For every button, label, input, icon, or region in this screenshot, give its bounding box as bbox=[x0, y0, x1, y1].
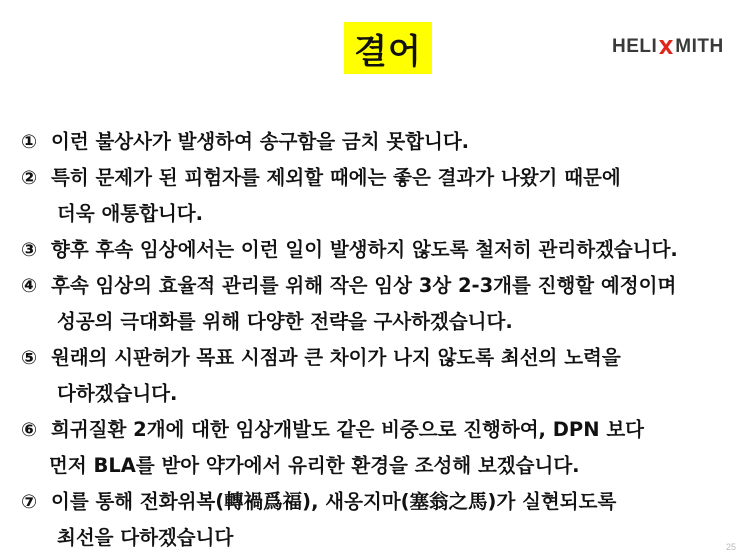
slide-title: 결어 bbox=[344, 22, 432, 74]
item-text: 이런 불상사가 발생하여 송구함을 금치 못합니다. bbox=[51, 130, 470, 153]
item-number: ② bbox=[21, 167, 38, 189]
page-number: 25 bbox=[725, 542, 736, 552]
list-item bbox=[0, 340, 750, 412]
list-item bbox=[0, 232, 750, 268]
list-item-continuation: 최선을 다하겠습니다 bbox=[57, 526, 234, 549]
item-number: ① bbox=[21, 131, 38, 153]
list-item bbox=[0, 412, 750, 484]
item-number: ③ bbox=[21, 239, 38, 261]
item-text: 희귀질환 2개에 대한 임상개발도 같은 비중으로 진행하여, DPN 보다 bbox=[51, 418, 645, 441]
item-text: 특히 문제가 된 피험자를 제외할 때에는 좋은 결과가 나왔기 때문에 bbox=[51, 166, 621, 189]
item-text: 향후 후속 임상에서는 이런 일이 발생하지 않도록 철저히 관리하겠습니다. bbox=[51, 238, 678, 261]
logo-text-left: HELI bbox=[612, 36, 658, 57]
logo-text-right: MITH bbox=[675, 36, 724, 57]
list-item-continuation: 먼저 BLA를 받아 약가에서 유리한 환경을 조성해 보겠습니다. bbox=[49, 454, 580, 477]
list-item bbox=[0, 268, 750, 340]
item-number: ④ bbox=[21, 275, 38, 297]
list-item bbox=[0, 160, 750, 232]
list-item-line bbox=[0, 412, 750, 448]
item-number: ⑦ bbox=[21, 491, 38, 513]
x-mark-icon bbox=[658, 39, 674, 55]
item-number: ⑥ bbox=[21, 419, 38, 441]
list-item-line bbox=[0, 340, 750, 376]
item-text: 후속 임상의 효율적 관리를 위해 작은 임상 3상 2-3개를 진행할 예정이며 bbox=[51, 274, 677, 297]
list-item bbox=[0, 124, 750, 160]
list-item-continuation: 성공의 극대화를 위해 다양한 전략을 구사하겠습니다. bbox=[57, 310, 513, 333]
list-item-line bbox=[0, 232, 750, 268]
conclusion-list bbox=[0, 124, 750, 556]
list-item-line bbox=[0, 160, 750, 196]
list-item-line bbox=[0, 268, 750, 304]
list-item-continuation: 더욱 애통합니다. bbox=[57, 202, 204, 225]
list-item-line bbox=[0, 124, 750, 160]
company-logo bbox=[612, 36, 724, 58]
list-item-line bbox=[0, 484, 750, 520]
item-text: 이를 통해 전화위복(轉禍爲福), 새옹지마(塞翁之馬)가 실현되도록 bbox=[51, 490, 617, 513]
item-number: ⑤ bbox=[21, 347, 38, 369]
list-item bbox=[0, 484, 750, 556]
item-text: 원래의 시판허가 목표 시점과 큰 차이가 나지 않도록 최선의 노력을 bbox=[51, 346, 621, 369]
list-item-continuation: 다하겠습니다. bbox=[57, 382, 178, 405]
